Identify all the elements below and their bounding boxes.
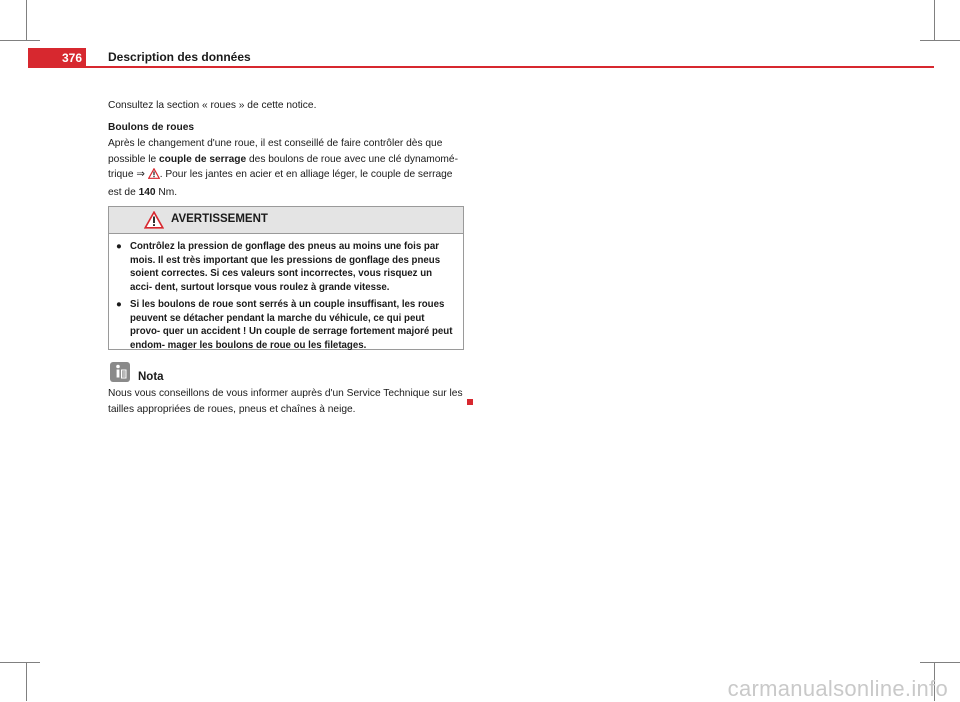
crop-mark [26, 662, 27, 701]
bullet: ● [116, 299, 122, 310]
body-paragraph: Après le changement d'une roue, il est conseillé de faire contrôler dès que possible le couple de serrage des boulons de roue avec une clé dynamomé- trique ⇒ . Pour les jantes en acier et en alliage léger, le couple de serrage est de 140 Nm. [108, 138, 458, 198]
page-number: 376 [28, 48, 86, 68]
watermark: carmanualsonline.info [727, 676, 948, 701]
page-title: Description des données [108, 50, 251, 64]
crop-mark [934, 0, 935, 40]
bullet: ● [116, 241, 122, 252]
warning-title: AVERTISSEMENT [171, 213, 268, 225]
crop-mark [920, 40, 960, 41]
intro-text: Consultez la section « roues » de cette notice. [108, 100, 317, 111]
header-rule [86, 66, 934, 68]
warning-triangle-icon [148, 168, 160, 185]
warning-item: ● Contrôlez la pression de gonflage des pneus au moins une fois par mois. Il est très important que les pressions de gonflage des pneus soient correctes. Si ces valeurs sont incorrectes, vous risquez un acci- dent, surtout lorsque vous roulez à grande vitesse. [116, 241, 441, 293]
section-subheading: Boulons de roues [108, 121, 195, 133]
note-title: Nota [138, 371, 164, 383]
warning-item: ● Si les boulons de roue sont serrés à un couple insuffisant, les roues peuvent se détacher pendant la marche du véhicule, ce qui peut provo- quer un accident ! Un couple de serrage fortement majoré peut endom- mager les boulons de roue ou les filetages. [116, 299, 453, 351]
crop-mark [26, 0, 27, 40]
warning-triangle-icon [144, 211, 164, 234]
info-note-icon [110, 362, 130, 382]
warning-header [109, 207, 463, 234]
warning-list [109, 234, 463, 352]
note-text: Nous vous conseillons de vous informer auprès d'un Service Technique sur les tailles appropriées de roues, pneus et chaînes à neige. [108, 388, 463, 415]
crop-mark [920, 662, 960, 663]
section-end-marker [467, 399, 473, 405]
main-text [108, 98, 464, 200]
warning-box [108, 206, 464, 350]
crop-mark [0, 40, 40, 41]
crop-mark [0, 662, 40, 663]
